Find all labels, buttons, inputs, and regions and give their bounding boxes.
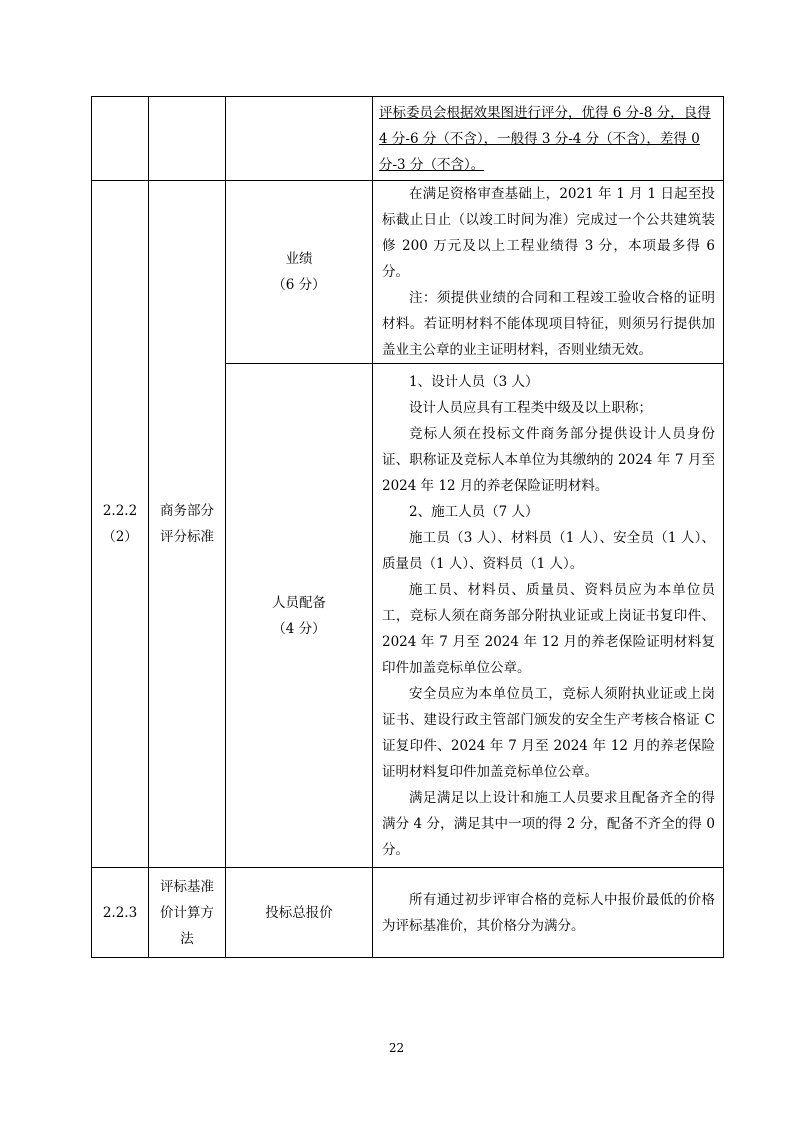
effect-scoring-text (373, 100, 723, 178)
section-name-line: 评分标准 (160, 529, 214, 545)
criteria-paragraph: 满足满足以上设计和施工人员要求且配备齐全的得满分 4 分，满足其中一项的得 2 分，配备不齐全的得 0 分。 (382, 789, 715, 858)
item-cell (226, 868, 373, 958)
criteria-paragraph: 施工员、材料员、质量员、资料员应为本单位员工，竞标人须在商务部分附执业证或上岗证书复印件、2024 年 7 月至 2024 年 12 月的养老保险证明材料复印件加盖竞标单位公章。 (382, 581, 715, 676)
number-cell (92, 868, 149, 958)
number-cell (92, 97, 149, 181)
table-row (92, 868, 724, 958)
criteria-paragraph: 安全员应为本单位员工，竞标人须附执业证或上岗证书、建设行政主管部门颁发的安全生产考核合格证 C 证复印件、2024 年 7 月至 2024 年 12 月的养老保险证明材料复印件加盖竞标单位公章。 (382, 685, 715, 780)
benchmark-criteria (373, 887, 723, 939)
name-cell (149, 97, 226, 181)
number-cell (92, 181, 149, 868)
item-title: 投标总报价 (265, 904, 333, 921)
criteria-paragraph: 在满足资格审查基础上，2021 年 1 月 1 日起至投标截止日止（以竣工时间为准）完成过一个公共建筑装修 200 万元及以上工程业绩得 3 分，本项最多得 6 分。 (382, 186, 715, 280)
table-row (92, 181, 724, 364)
item-title: 人员配备 (272, 594, 326, 611)
performance-criteria (373, 181, 723, 363)
staffing-criteria (373, 369, 723, 863)
content-cell (373, 97, 724, 181)
section-name-line: 价计算方 (160, 904, 214, 921)
section-name-line: 法 (180, 930, 194, 947)
item-score: （4 分） (272, 620, 326, 637)
criteria-paragraph: 注：须提供业绩的合同和工程竣工验收合格的证明材料。若证明材料不能体现项目特征，则须另行提供加盖业主公章的业主证明材料，否则业绩无效。 (382, 290, 715, 358)
item-cell (226, 181, 373, 364)
name-cell (149, 181, 226, 868)
item-cell (226, 97, 373, 181)
scoring-table (91, 96, 724, 958)
content-cell (373, 181, 724, 364)
section-subnumber: （2） (102, 529, 138, 545)
criteria-paragraph: 2、施工人员（7 人） (409, 503, 539, 520)
content-cell (373, 868, 724, 958)
text-line: 分-3 分（不含）。 (379, 156, 485, 173)
text-line: 4 分-6 分（不含），一般得 3 分-4 分（不含），差得 0 (379, 130, 700, 147)
section-number: 2.2.2 (102, 503, 138, 519)
item-cell (226, 364, 373, 868)
name-cell (149, 868, 226, 958)
content-cell (373, 364, 724, 868)
section-name-line: 评标基准 (160, 878, 214, 895)
item-title: 业绩 (285, 251, 313, 267)
table-row (92, 97, 724, 181)
section-name-line: 商务部分 (160, 503, 214, 519)
criteria-paragraph: 竞标人须在投标文件商务部分提供设计人员身份证、职称证及竞标人本单位为其缴纳的 2024 年 7 月至 2024 年 12 月的养老保险证明材料。 (382, 425, 715, 494)
criteria-paragraph: 1、设计人员（3 人） (409, 373, 539, 390)
section-number: 2.2.3 (102, 904, 138, 921)
criteria-paragraph: 所有通过初步评审合格的竞标人中报价最低的价格为评标基准价，其价格分为满分。 (382, 891, 715, 934)
text-line: 评标委员会根据效果图进行评分，优得 6 分-8 分，良得 (379, 104, 711, 121)
page-number: 22 (388, 1041, 405, 1055)
item-score: （6 分） (272, 277, 326, 293)
criteria-paragraph: 施工员（3 人）、材料员（1 人）、安全员（1 人）、质量员（1 人）、资料员（1 人）。 (382, 529, 715, 572)
criteria-paragraph: 设计人员应具有工程类中级及以上职称； (409, 399, 652, 416)
